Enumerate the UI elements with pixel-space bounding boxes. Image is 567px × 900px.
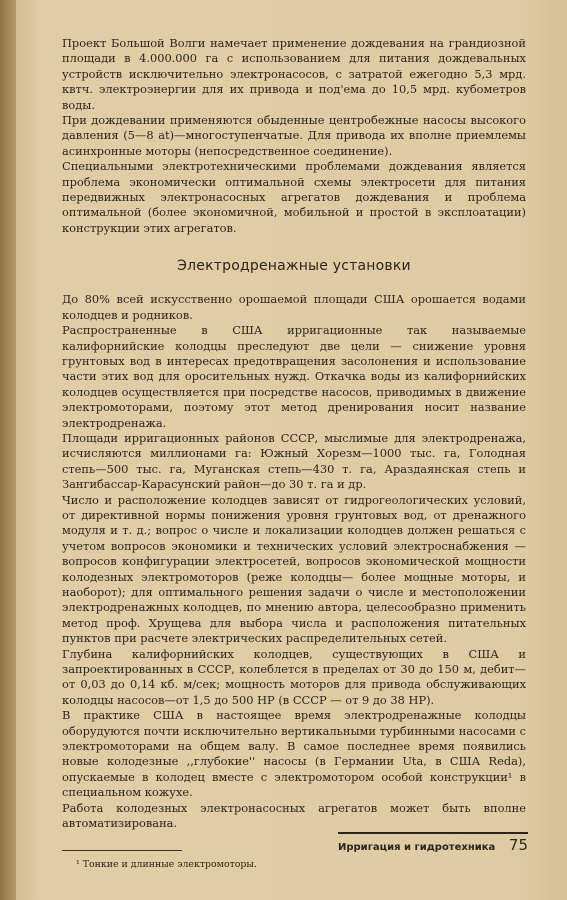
paragraph-usa-wells: До 80% всей искусственно орошаемой площади США орошается водами колодцев и родников. (62, 292, 526, 322)
page-body (62, 36, 526, 871)
paragraph-california-wells: Распространенные в США ирригационные так называемые калифорнийские колодцы преследуют две цели — снижение уровня грунтовых вод в интересах предотвращения засолонения и использование части этих вод для оросительных нужд. Откачка воды из калифорнийских колодцев осуществляется при посредстве насосов, приводимых в движение электромоторами, поэтому этот метод дренирования носит название электродренажа. (62, 323, 526, 430)
footnote: ¹ Тонкие и длинные электромоторы. (76, 858, 257, 870)
page-number: 75 (508, 836, 528, 854)
paragraph-ussr-areas: Площади ирригационных районов СССР, мыслимые для электродренажа, исчисляются миллионами га: Южный Хорезм—1000 тыс. га, Голодная степь—500 тыс. га, Муганская степь—430 т. га, Араздаянская степь и Зангибассар-Карасунский район—до 30 т. га и др. (62, 430, 526, 492)
paragraph-well-depth: Глубина калифорнийских колодцев, существующих в США и запроектированных в СССР, колеблется в пределах от 30 до 150 м, дебит—от 0,03 до 0,14 кб. м/сек; мощность моторов для привода обслуживающих колодцы насосов—от 1,5 до 500 HP (в СССР — от 9 до 38 HP). (62, 646, 526, 707)
footnote-divider (62, 850, 182, 851)
paragraph-automation: Работа колодезных электронасосных агрегатов может быть вполне автоматизирована. (62, 800, 526, 831)
running-head: Ирригация и гидротехника (338, 842, 496, 853)
page-footer (338, 832, 528, 854)
paragraph-well-placement: Число и расположение колодцев зависят от гидрогеологических условий, от директивной нормы понижения уровня грунтовых вод, от дренажного модуля и т. д.; вопрос о числе и локализации колодцев должен решаться с учетом вопросов экономики и технических условий электроснабжения — вопросов конфигурации электросетей, вопросов экономической мощности колодезных электромоторов (реже колодцы— более мощные моторы, и наоборот); для оптимального решения задачи о числе и местоположении электродренажных колодцев, по мнению автора, целесообразно применить метод проф. Хрущева для выбора числа и расположения питательных пунктов при расчете электрических распределительных сетей. (62, 492, 526, 646)
book-spine-shadow (0, 0, 16, 900)
paragraph-volga-project: Проект Большой Волги намечает применение дождевания на грандиозной площади в 4.000.000 га с использованием для питания дождевальных устройств исключительно электронасосов, с затратой ежегодно 5,3 мрд. квтч. электроэнергии для их привода и под'ема до 10,5 мрд. кубометров воды. (62, 36, 526, 112)
paragraph-pumps: При дождевании применяются обыденные центробежные насосы высокого давления (5—8 at)—многоступенчатые. Для привода их вполне приемлемы асинхронные моторы (непосредственное соединение). (62, 113, 526, 158)
paragraph-usa-practice: В практике США в настоящее время электродренажные колодцы оборудуются почти исключительно вертикальными турбинными насосами с электромоторами на общем валу. В самое последнее время появились новые колодезные ,,глубокие'' насосы (в Германии Uta, в США Reda), опускаемые в колодец вместе с электромотором особой конструкции¹ в специальном кожухе. (62, 708, 526, 800)
paragraph-electrotech-problems: Специальными электротехническими проблемами дождевания является проблема экономически оптимальной схемы электросети для питания передвижных электронасосных агрегатов дождевания и проблема оптимальной (более экономичной, мобильной и простой в эксплоатации) конструкции этих агрегатов. (62, 159, 526, 235)
section-heading: Электродренажные установки (177, 258, 411, 275)
